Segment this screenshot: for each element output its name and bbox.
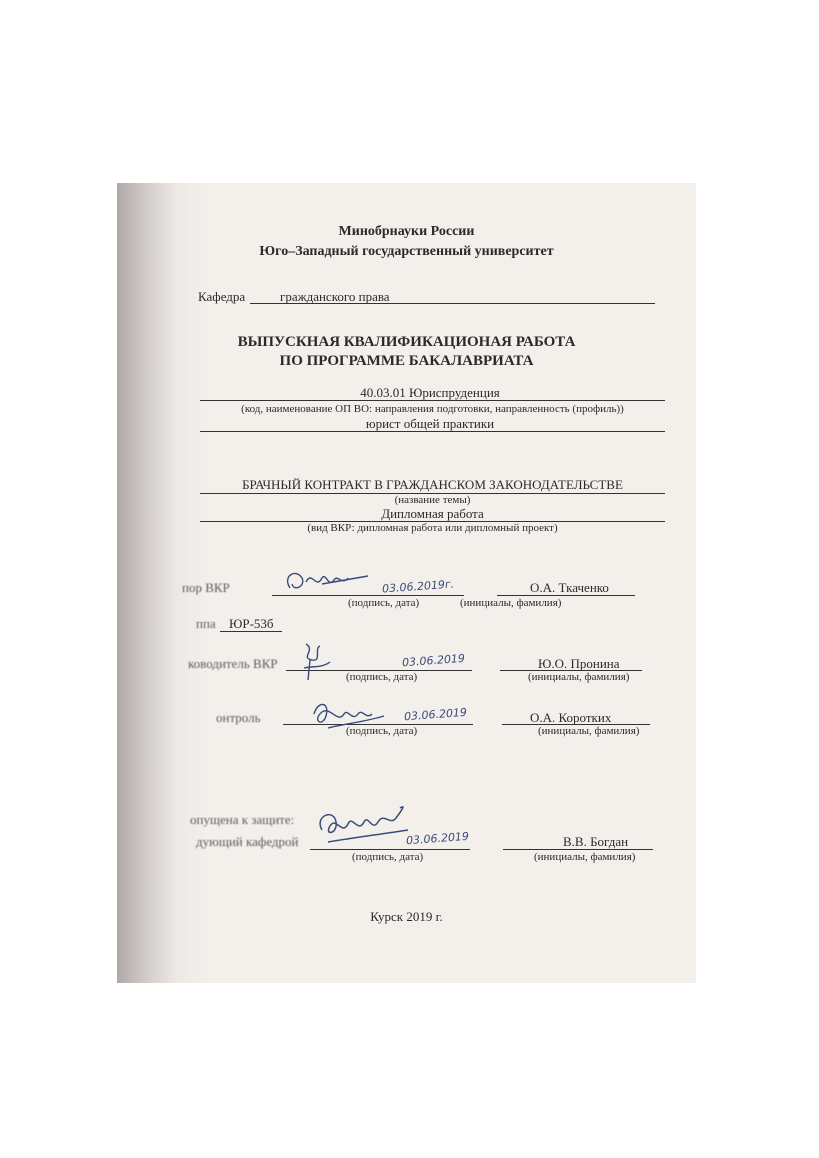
author-date: 03.06.2019г.	[381, 577, 455, 596]
topic-caption: (название темы)	[394, 494, 471, 506]
group-value: ЮР-53б	[229, 616, 274, 631]
program-profile-underline	[200, 431, 665, 432]
program-code-caption: (код, наименование ОП ВО: направления подготовки, направленность (профиль))	[241, 403, 624, 415]
control-name-caption: (инициалы, фамилия)	[538, 725, 640, 737]
approval-line1: опущена к защите:	[190, 812, 295, 827]
author-signature	[282, 566, 372, 600]
author-name-line	[497, 595, 635, 596]
author-role: пор ВКР	[182, 580, 230, 595]
city-year: Курск 2019 г.	[370, 909, 443, 924]
control-name: О.А. Коротких	[530, 710, 612, 725]
supervisor-signature	[296, 640, 336, 684]
approval-date: 03.06.2019	[405, 829, 470, 848]
department-label: Кафедра	[198, 289, 246, 304]
approval-name-line	[503, 849, 653, 850]
control-date: 03.06.2019	[403, 705, 468, 724]
supervisor-name-caption: (инициалы, фамилия)	[528, 671, 630, 683]
program-code-underline	[200, 400, 665, 401]
group-role: ппа	[196, 616, 216, 631]
head-signature	[312, 800, 412, 854]
department-value: гражданского права	[280, 289, 390, 304]
approval-name: В.В. Богдан	[563, 834, 629, 849]
work-type-line1: ВЫПУСКНАЯ КВАЛИФИКАЦИОНАЯ РАБОТА	[237, 334, 576, 350]
control-role: онтроль	[216, 710, 261, 725]
author-name: О.А. Ткаченко	[530, 580, 609, 595]
supervisor-date: 03.06.2019	[401, 651, 466, 670]
approval-name-caption: (инициалы, фамилия)	[534, 851, 636, 863]
topic-kind-caption: (вид ВКР: дипломная работа или дипломный проект)	[307, 522, 558, 534]
ministry-title: Минобрнауки России	[338, 224, 475, 239]
author-name-caption: (инициалы, фамилия)	[460, 597, 562, 609]
approval-line2: дующий кафедрой	[196, 834, 299, 849]
work-type-line2: ПО ПРОГРАММЕ БАКАЛАВРИАТА	[279, 353, 534, 369]
university-title: Юго–Западный государственный университет	[259, 244, 554, 259]
topic-value: БРАЧНЫЙ КОНТРАКТ В ГРАЖДАНСКОМ ЗАКОНОДАТЕЛЬСТВЕ	[242, 477, 623, 492]
program-code: 40.03.01 Юриспруденция	[360, 385, 500, 400]
control-sign-caption: (подпись, дата)	[346, 725, 418, 737]
supervisor-role: ководитель ВКР	[188, 656, 278, 671]
group-underline	[220, 631, 282, 632]
topic-kind: Дипломная работа	[381, 506, 484, 521]
program-profile: юрист общей практики	[365, 416, 495, 431]
department-underline	[250, 303, 655, 304]
supervisor-name: Ю.О. Пронина	[538, 656, 620, 671]
approval-sign-caption: (подпись, дата)	[352, 851, 424, 863]
author-sign-caption: (подпись, дата)	[348, 597, 420, 609]
supervisor-sign-caption: (подпись, дата)	[346, 671, 418, 683]
